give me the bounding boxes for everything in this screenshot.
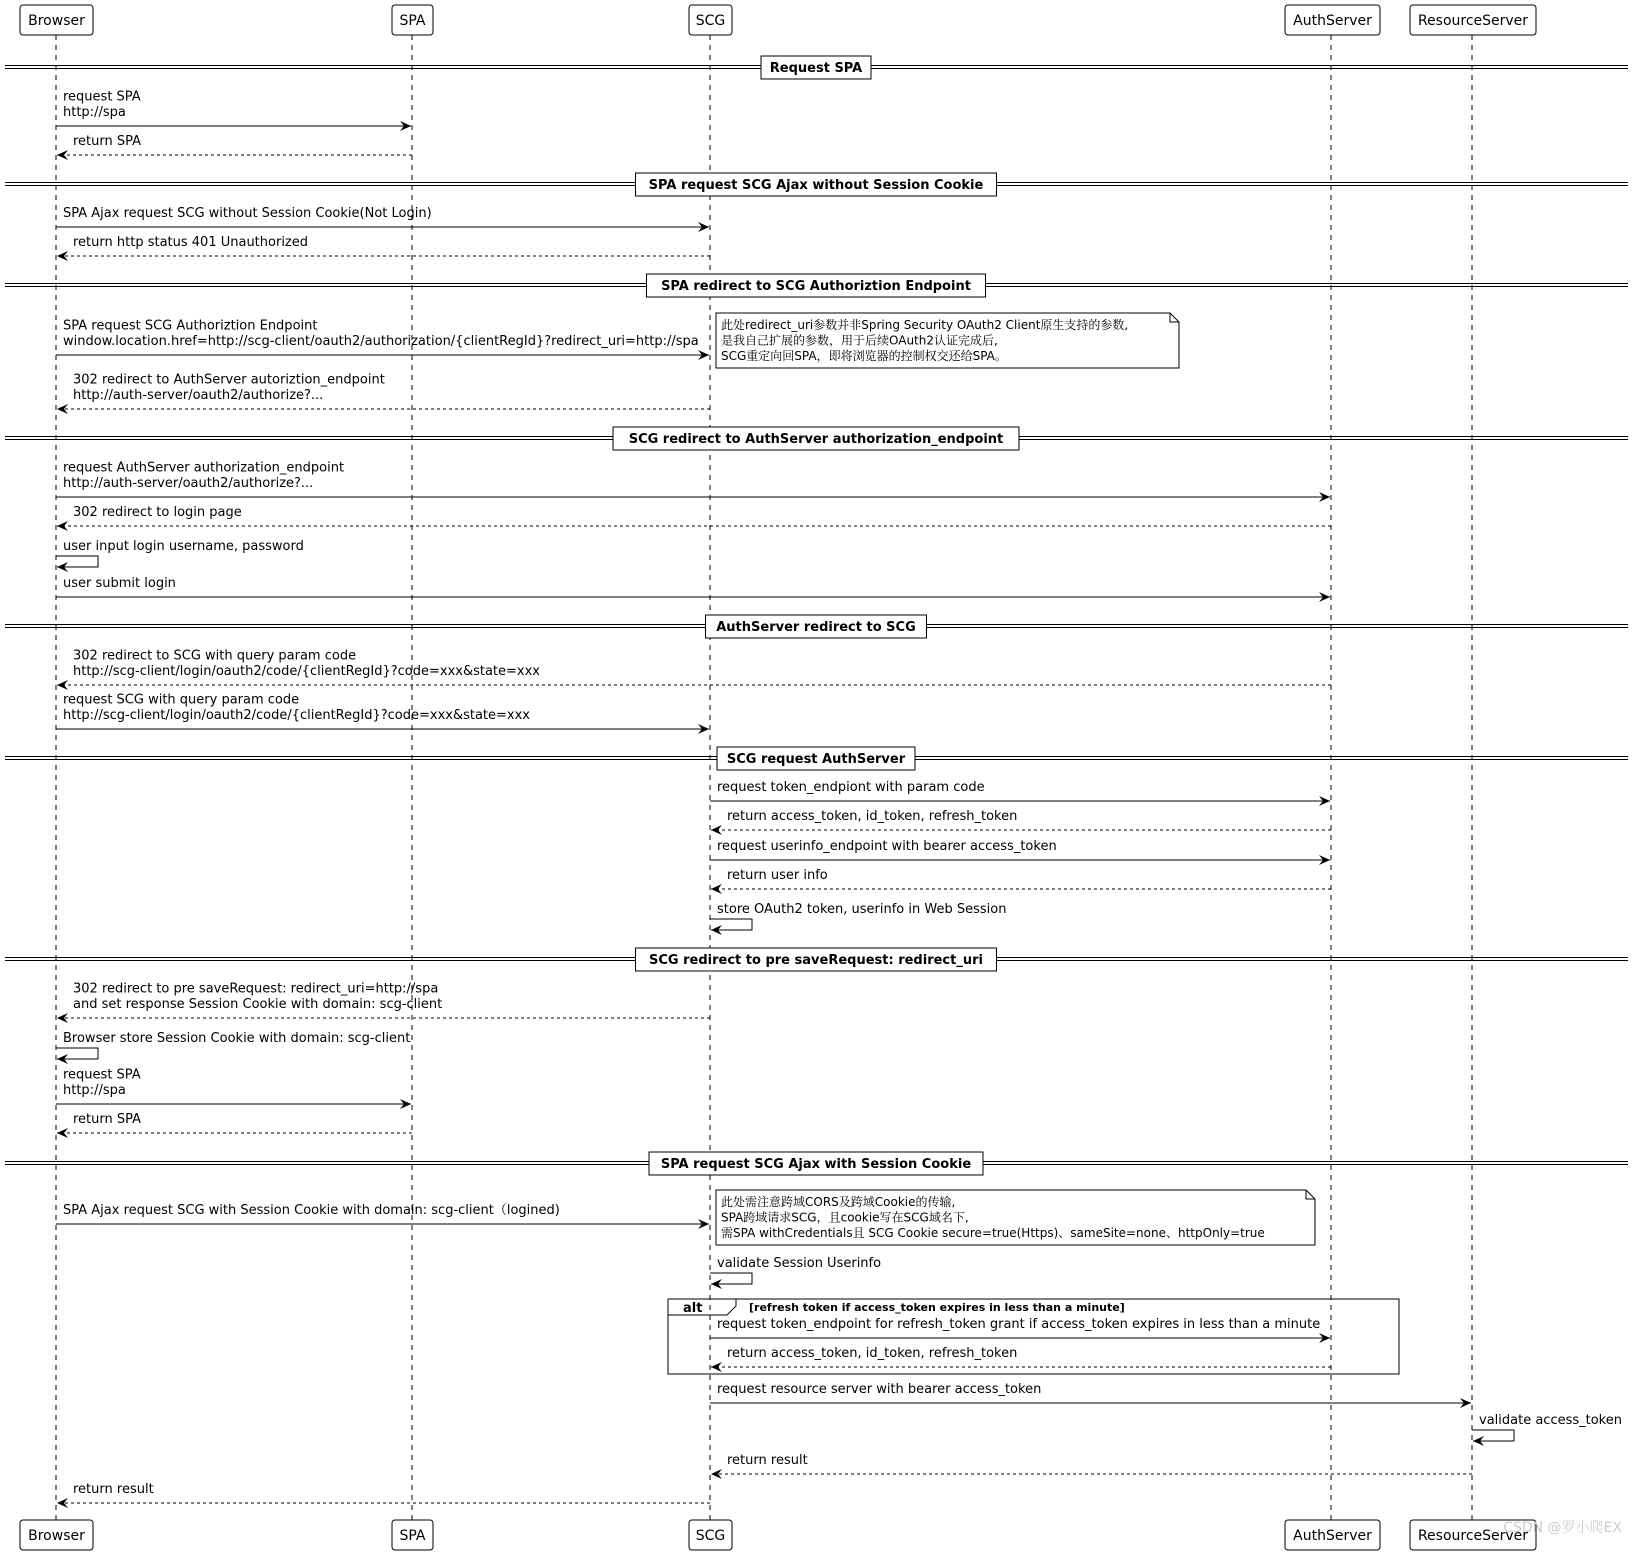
message-label: http://auth-server/oauth2/authorize?... xyxy=(63,476,314,491)
message-label: return SPA xyxy=(73,1112,142,1127)
message xyxy=(56,539,304,567)
message-label: request userinfo_endpoint with bearer access_token xyxy=(717,839,1057,854)
alt-fragment xyxy=(668,1299,1399,1374)
message xyxy=(710,780,1330,801)
message xyxy=(56,90,411,127)
message-label: request token_endpiont with param code xyxy=(717,780,985,795)
message xyxy=(711,1346,1331,1367)
message-label: http://scg-client/login/oauth2/code/{clientRegId}?code=xxx&state=xxx xyxy=(73,664,540,679)
note-line: 此处需注意跨域CORS及跨域Cookie的传输, xyxy=(721,1195,956,1209)
message-label: user input login username, password xyxy=(63,539,304,554)
message-label: return user info xyxy=(727,868,828,883)
message-label: request SCG with query param code xyxy=(63,692,300,708)
message xyxy=(710,1382,1471,1403)
section-label: SCG request AuthServer xyxy=(726,752,906,767)
message xyxy=(57,235,710,256)
section-label: SCG redirect to AuthServer authorization_endpoint xyxy=(628,432,1004,447)
note-line: 需SPA withCredentials且 SCG Cookie secure=true(Https)、sameSite=none、httpOnly=true xyxy=(721,1226,1265,1240)
participant-authserver-bottom xyxy=(1285,1520,1380,1550)
message-label: validate Session Userinfo xyxy=(717,1256,882,1271)
alt-keyword: alt xyxy=(683,1301,703,1316)
participant-scg-top xyxy=(689,5,732,35)
message-label: return result xyxy=(727,1453,808,1468)
message-label: SPA request SCG Authoriztion Endpoint xyxy=(63,318,318,334)
message xyxy=(56,576,1330,597)
message xyxy=(56,319,709,356)
message-label: return result xyxy=(73,1482,154,1497)
message-label: http://auth-server/oauth2/authorize?... xyxy=(73,388,324,403)
participant-browser-top xyxy=(20,5,93,35)
watermark: CSDN @罗小爬EX xyxy=(1503,1520,1622,1536)
message-label: user submit login xyxy=(63,576,176,591)
message-label: request SPA xyxy=(63,89,141,105)
message-arrow xyxy=(710,919,752,930)
section-label: SCG redirect to pre saveRequest: redirect_uri xyxy=(649,953,983,968)
message xyxy=(710,839,1330,860)
message-label: http://spa xyxy=(63,105,126,120)
participant-spa-bottom xyxy=(392,1520,433,1550)
message-label: return http status 401 Unauthorized xyxy=(73,235,309,250)
message xyxy=(57,649,1331,686)
participant-label: SCG xyxy=(695,1528,726,1544)
message xyxy=(1472,1413,1622,1441)
message-label: store OAuth2 token, userinfo in Web Session xyxy=(717,902,1007,917)
section-divider xyxy=(5,56,1628,79)
message-label: request SPA xyxy=(63,1067,141,1083)
message xyxy=(56,1203,709,1224)
message-label: return access_token, id_token, refresh_token xyxy=(727,809,1018,824)
participant-label: AuthServer xyxy=(1293,13,1372,29)
section-divider xyxy=(5,747,1628,770)
note xyxy=(716,313,1179,368)
message-label: window.location.href=http://scg-client/oauth2/authorization/{clientRegId}?redirect_uri=http://spa xyxy=(63,334,699,349)
alt-condition: [refresh token if access_token expires in less than a minute] xyxy=(749,1301,1125,1314)
section-divider xyxy=(5,274,1628,297)
message-label: 302 redirect to pre saveRequest: redirect_uri=http://spa xyxy=(73,981,439,997)
message-label: Browser store Session Cookie with domain: scg-client xyxy=(63,1031,411,1046)
message-label: 302 redirect to AuthServer autoriztion_endpoint xyxy=(73,372,385,388)
message xyxy=(710,902,1006,930)
participant-label: Browser xyxy=(28,1528,85,1544)
message-label: return SPA xyxy=(73,134,142,149)
message xyxy=(711,1453,1472,1474)
participant-authserver-top xyxy=(1285,5,1380,35)
section-label: SPA redirect to SCG Authoriztion Endpoint xyxy=(661,279,971,294)
message xyxy=(710,1317,1330,1338)
message xyxy=(710,1256,881,1284)
message-label: 302 redirect to login page xyxy=(73,505,242,520)
message xyxy=(57,1482,710,1503)
message xyxy=(56,461,1330,498)
message xyxy=(711,809,1331,830)
message-label: return access_token, id_token, refresh_token xyxy=(727,1346,1018,1361)
message xyxy=(711,868,1331,889)
note-line: SPA跨域请求SCG，且cookie写在SCG域名下, xyxy=(721,1210,969,1225)
message-arrow xyxy=(56,1048,98,1059)
message xyxy=(56,693,709,730)
section-divider xyxy=(5,427,1628,450)
message xyxy=(57,373,710,410)
participant-browser-bottom xyxy=(20,1520,93,1550)
message-label: and set response Session Cookie with domain: scg-client xyxy=(73,997,443,1012)
participant-label: SPA xyxy=(399,1528,426,1544)
note xyxy=(716,1190,1315,1245)
message-label: http://spa xyxy=(63,1083,126,1098)
message-label: request token_endpoint for refresh_token grant if access_token expires in less than a minute xyxy=(717,1317,1321,1332)
message-label: request resource server with bearer access_token xyxy=(717,1382,1042,1397)
message xyxy=(56,206,709,227)
section-divider xyxy=(5,1152,1628,1175)
message xyxy=(56,1031,410,1059)
participant-scg-bottom xyxy=(689,1520,732,1550)
section-label: AuthServer redirect to SCG xyxy=(716,620,916,635)
message xyxy=(57,134,412,155)
section-divider xyxy=(5,173,1628,196)
participant-spa-top xyxy=(392,5,433,35)
message-label: SPA Ajax request SCG without Session Cookie(Not Login) xyxy=(63,206,432,221)
note-line: 此处redirect_uri参数并非Spring Security OAuth2 Client原生支持的参数, xyxy=(721,318,1129,332)
message-label: http://scg-client/login/oauth2/code/{clientRegId}?code=xxx&state=xxx xyxy=(63,708,530,723)
message-label: request AuthServer authorization_endpoint xyxy=(63,460,345,476)
participant-label: Browser xyxy=(28,13,85,29)
section-label: SPA request SCG Ajax with Session Cookie xyxy=(660,1157,972,1172)
participant-label: ResourceServer xyxy=(1417,1528,1529,1544)
section-divider xyxy=(5,615,1628,638)
note-line: 是我自己扩展的参数，用于后续OAuth2认证完成后, xyxy=(721,333,998,348)
message-arrow xyxy=(1472,1430,1514,1441)
participant-label: ResourceServer xyxy=(1417,13,1529,29)
message-arrow xyxy=(710,1273,752,1284)
message-arrow xyxy=(56,556,98,567)
section-divider xyxy=(5,948,1628,971)
message-label: 302 redirect to SCG with query param code xyxy=(73,648,357,664)
message xyxy=(57,1112,412,1133)
note-line: SCG重定向回SPA，即将浏览器的控制权交还给SPA。 xyxy=(721,349,1007,363)
message-label: validate access_token xyxy=(1479,1413,1622,1428)
section-label: Request SPA xyxy=(769,61,863,76)
participant-label: SPA xyxy=(399,13,426,29)
message xyxy=(57,505,1331,526)
participant-resourceserver-top xyxy=(1410,5,1536,35)
message xyxy=(57,982,710,1019)
participant-label: AuthServer xyxy=(1293,1528,1372,1544)
message-label: SPA Ajax request SCG with Session Cookie with domain: scg-client（logined) xyxy=(63,1203,560,1218)
participant-label: SCG xyxy=(695,13,726,29)
message xyxy=(56,1068,411,1105)
section-label: SPA request SCG Ajax without Session Cookie xyxy=(648,178,984,193)
